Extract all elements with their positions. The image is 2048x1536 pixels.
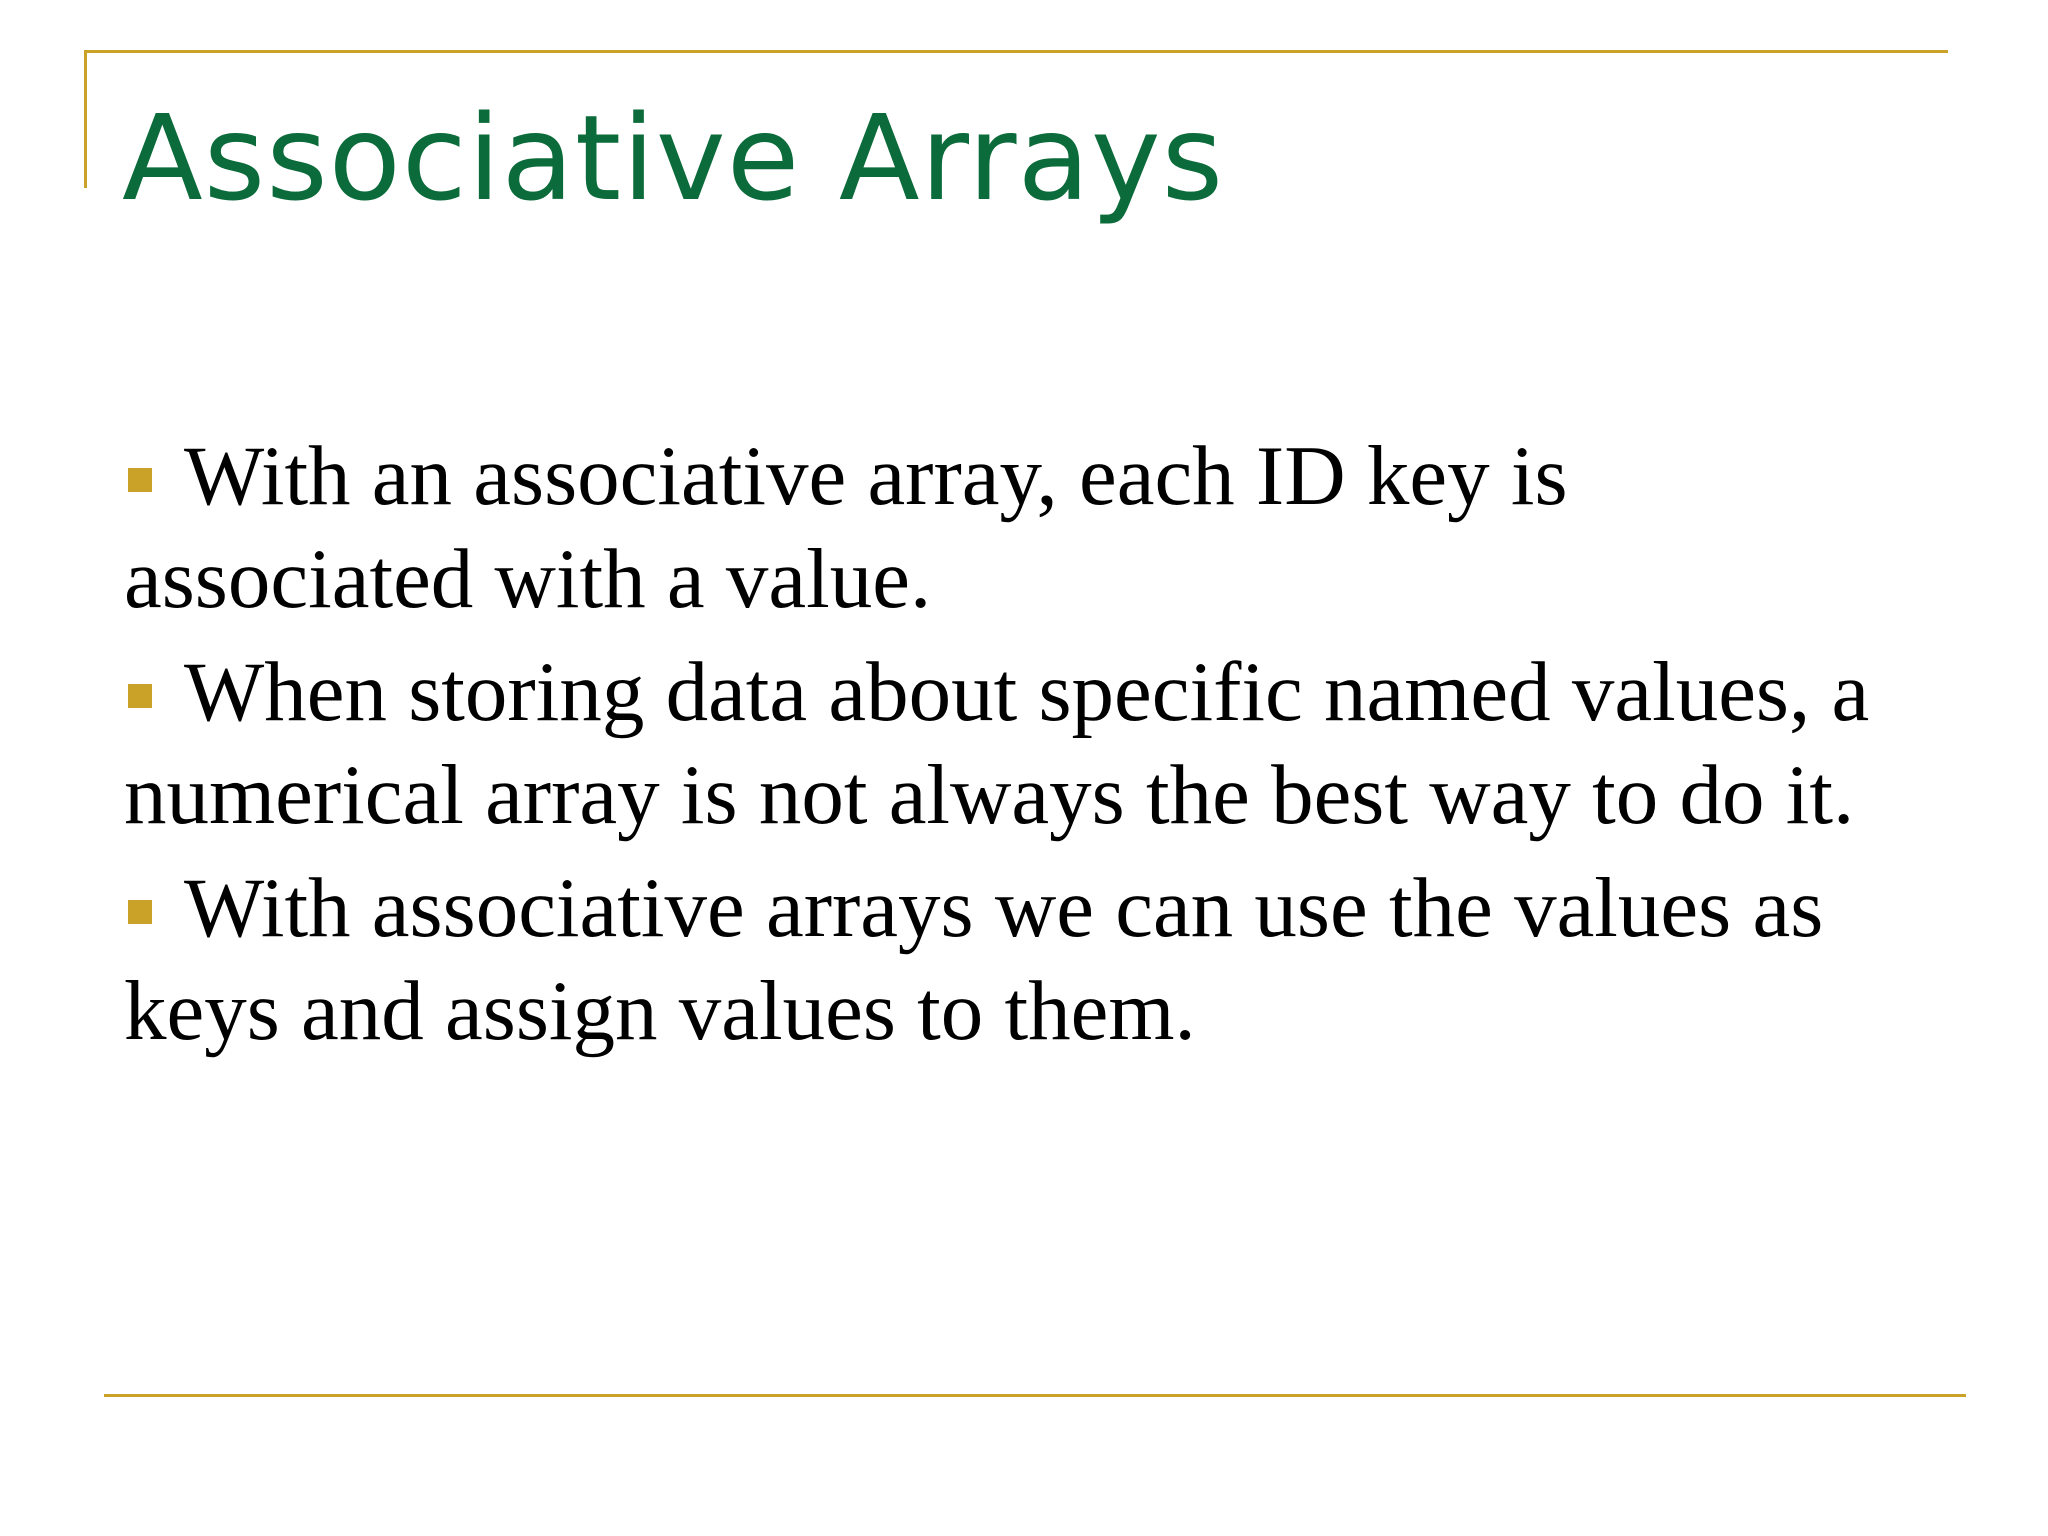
bullet-item xyxy=(124,641,1924,847)
bullet-list xyxy=(124,425,1924,1073)
slide-title: Associative Arrays xyxy=(122,89,1225,227)
square-bullet-icon xyxy=(128,468,152,492)
top-divider xyxy=(84,50,1948,53)
left-accent-bar xyxy=(84,50,87,188)
bullet-item xyxy=(124,425,1924,631)
bullet-text: When storing data about specific named values, a numerical array is not always the best way to do it. xyxy=(124,645,1870,842)
bottom-divider xyxy=(104,1394,1966,1397)
square-bullet-icon xyxy=(128,900,152,924)
bullet-text: With associative arrays we can use the values as keys and assign values to them. xyxy=(124,861,1824,1058)
bullet-item xyxy=(124,857,1924,1063)
bullet-text: With an associative array, each ID key is associated with a value. xyxy=(124,429,1568,626)
square-bullet-icon xyxy=(128,684,152,708)
